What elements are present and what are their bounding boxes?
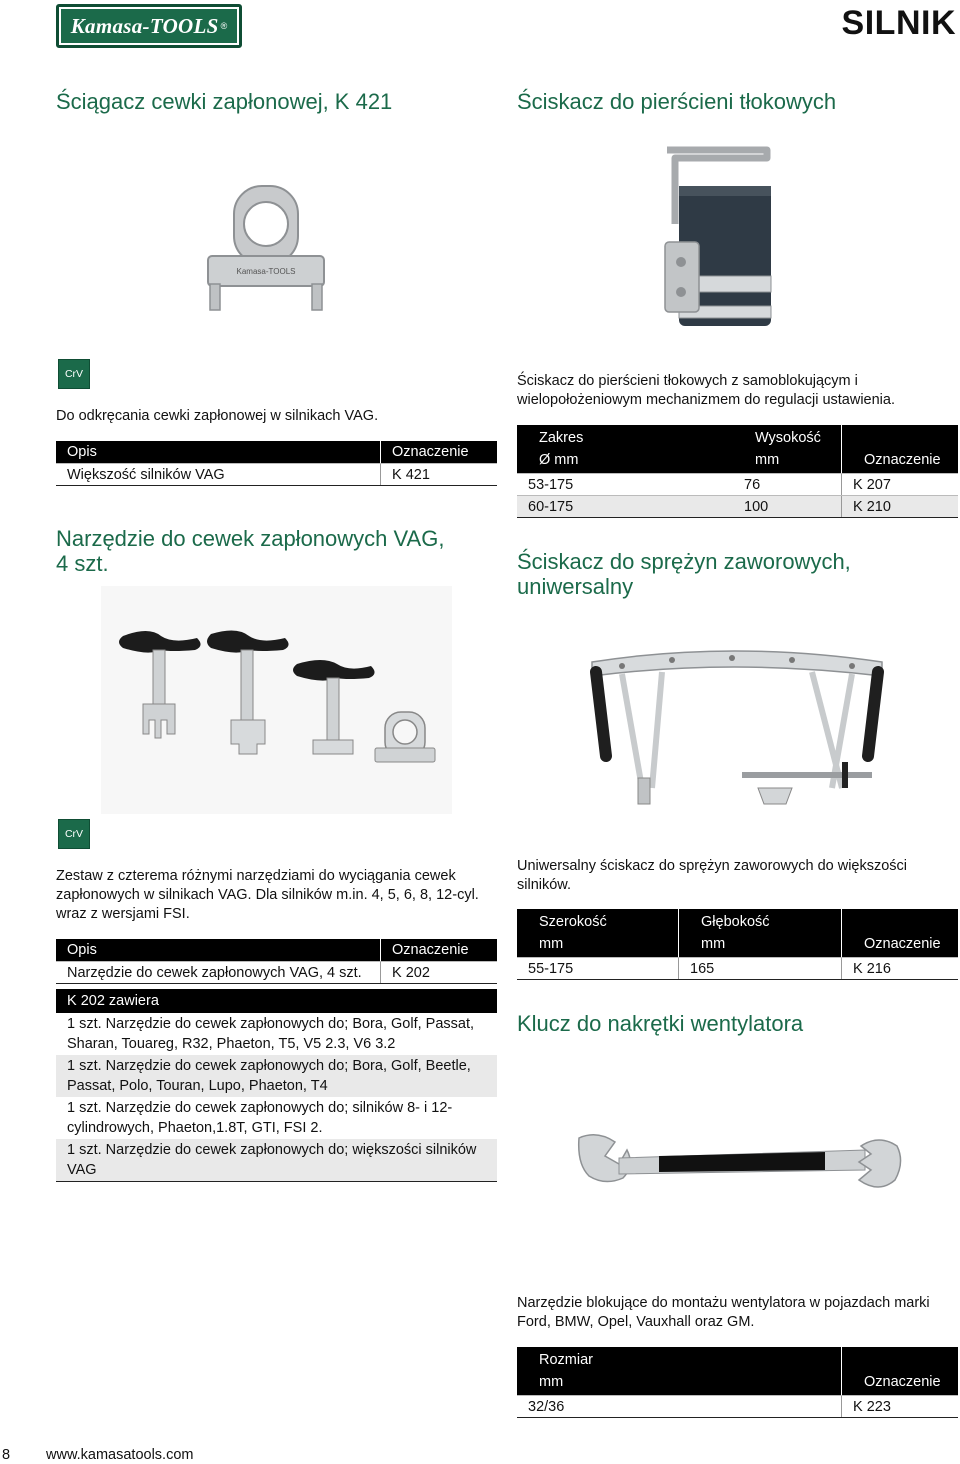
product-description-k207 xyxy=(517,372,958,410)
header-line: Szerokość xyxy=(539,914,607,930)
title-line: 4 szt. xyxy=(56,551,109,576)
description-line: Zestaw z czterema różnymi narzędziami do wyciągania cewek xyxy=(56,868,456,884)
coil-tool-set-image xyxy=(101,586,452,814)
table-cell: Narzędzie do cewek zapłonowych VAG, 4 szt. xyxy=(67,965,362,981)
header-line xyxy=(853,911,958,933)
table-cell: 53-175 xyxy=(528,477,574,493)
kit-contents-item xyxy=(56,1055,497,1097)
product-description-k216 xyxy=(517,857,958,895)
description-line: silników. xyxy=(517,877,571,893)
website-link[interactable]: www.kamasatools.com xyxy=(46,1447,194,1463)
column-header xyxy=(517,1347,841,1395)
spec-table-k421 xyxy=(56,441,497,486)
kit-contents-item xyxy=(56,1139,497,1181)
product-title-k421: Ściągacz cewki zapłonowej, K 421 xyxy=(56,89,393,114)
kit-contents-item xyxy=(56,1097,497,1139)
header-line: Rozmiar xyxy=(539,1352,593,1368)
description-line: zapłonowych w silnikach VAG. Dla silników m.in. 4, 5, 6, 8, 12-cyl. xyxy=(56,887,479,903)
column-header xyxy=(733,425,841,473)
product-title-k216 xyxy=(517,549,851,599)
column-header xyxy=(841,425,958,473)
item-line: 1 szt. Narzędzie do cewek zapłonowych do; silników 8- i 12- xyxy=(67,1100,453,1116)
description-line: wielopołożeniowym mechanizmem do regulacji ustawienia. xyxy=(517,392,895,408)
header-line: Wysokość xyxy=(755,430,821,446)
spec-table-k207 xyxy=(517,425,958,518)
table-cell: 32/36 xyxy=(528,1399,565,1415)
column-header xyxy=(678,909,841,957)
table-cell: K 202 xyxy=(380,962,497,983)
item-line: 1 szt. Narzędzie do cewek zapłonowych do; większości silników xyxy=(67,1142,477,1158)
header-line xyxy=(853,1349,958,1371)
header-line: Zakres xyxy=(539,430,584,446)
valve-spring-compressor-image xyxy=(582,638,892,814)
description-line: Narzędzie blokujące do montażu wentylatora w pojazdach marki xyxy=(517,1295,930,1311)
column-header: Opis xyxy=(67,942,97,958)
item-line: Sharan, Touareg, R32, Phaeton, T5, V5 2.3, V6 3.2 xyxy=(67,1036,396,1052)
table-row xyxy=(517,495,958,517)
header-line: Oznaczenie xyxy=(864,1374,941,1390)
registered-mark: ® xyxy=(220,21,228,31)
header-line: Ø mm xyxy=(539,452,579,468)
description-line: Ściskacz do pierścieni tłokowych z samoblokującym i xyxy=(517,373,858,389)
logo-text: Kamasa-TOOLS xyxy=(70,13,219,38)
column-header xyxy=(841,1347,958,1395)
table-header xyxy=(517,909,958,957)
product-description-k202 xyxy=(56,867,497,924)
title-line: uniwersalny xyxy=(517,574,634,599)
kit-contents-item xyxy=(56,1013,497,1055)
table-header xyxy=(56,441,497,463)
table-cell: 76 xyxy=(744,477,761,493)
page-number: 8 xyxy=(2,1447,11,1463)
brand-logo xyxy=(56,4,242,48)
table-header xyxy=(517,1347,958,1395)
spec-table-k216 xyxy=(517,909,958,980)
column-header xyxy=(517,425,733,473)
svg-text:Kamasa-TOOLS: Kamasa-TOOLS xyxy=(236,267,296,276)
header-line xyxy=(853,427,958,449)
description-line: Ford, BMW, Opel, Vauxhall oraz GM. xyxy=(517,1314,755,1330)
item-line: Passat, Polo, Touran, Lupo, Phaeton, T4 xyxy=(67,1078,328,1094)
section-title: SILNIK xyxy=(841,4,956,42)
coil-puller-image xyxy=(200,180,332,318)
table-header xyxy=(517,425,958,473)
table-cell: K 216 xyxy=(841,958,958,979)
table-header xyxy=(56,939,497,961)
table-cell: K 210 xyxy=(841,496,958,517)
product-title-k223: Klucz do nakrętki wentylatora xyxy=(517,1011,804,1036)
item-line: cylindrowych, Phaeton,1.8T, GTI, FSI 2. xyxy=(67,1120,323,1136)
kit-contents-table xyxy=(56,989,497,1182)
item-line: 1 szt. Narzędzie do cewek zapłonowych do; Bora, Golf, Passat, xyxy=(67,1016,475,1032)
table-row xyxy=(56,463,497,485)
product-title-k202 xyxy=(56,526,444,576)
fan-nut-wrench-image xyxy=(575,1128,905,1202)
product-description-k223 xyxy=(517,1294,958,1332)
crv-badge: CrV xyxy=(58,819,90,849)
header-line: Głębokość xyxy=(701,914,770,930)
table-row xyxy=(517,473,958,495)
crv-badge: CrV xyxy=(58,359,90,389)
title-line: Narzędzie do cewek zapłonowych VAG, xyxy=(56,526,445,551)
kit-contents-header: K 202 zawiera xyxy=(56,989,497,1013)
table-cell: 100 xyxy=(744,499,769,515)
table-cell: K 223 xyxy=(841,1396,958,1417)
table-cell: 55-175 xyxy=(528,961,574,977)
piston-ring-compressor-image xyxy=(655,146,779,342)
column-header: Oznaczenie xyxy=(380,441,497,463)
item-line: VAG xyxy=(67,1162,97,1178)
table-row xyxy=(56,961,497,983)
description-line: wraz z wersjami FSI. xyxy=(56,906,190,922)
item-line: 1 szt. Narzędzie do cewek zapłonowych do; Bora, Golf, Beetle, xyxy=(67,1058,471,1074)
spec-table-k223 xyxy=(517,1347,958,1418)
table-cell: K 207 xyxy=(841,474,958,495)
table-row xyxy=(517,1395,958,1417)
header-line: mm xyxy=(701,936,726,952)
header-line: mm xyxy=(539,936,564,952)
column-header: Oznaczenie xyxy=(380,939,497,961)
product-description-k421: Do odkręcania cewki zapłonowej w silnikach VAG. xyxy=(56,408,379,424)
header-line: mm xyxy=(755,452,780,468)
spec-table-k202 xyxy=(56,939,497,984)
column-header: Opis xyxy=(67,444,97,460)
table-cell: 60-175 xyxy=(528,499,574,515)
table-cell: 165 xyxy=(678,958,841,979)
table-row xyxy=(517,957,958,979)
table-cell: K 421 xyxy=(380,464,497,485)
description-line: Uniwersalny ściskacz do sprężyn zaworowych do większości xyxy=(517,858,908,874)
title-line: Ściskacz do sprężyn zaworowych, xyxy=(517,549,851,574)
product-title-k207: Ściskacz do pierścieni tłokowych xyxy=(517,89,837,114)
header-line: mm xyxy=(539,1374,564,1390)
table-cell: Większość silników VAG xyxy=(67,467,225,483)
header-line: Oznaczenie xyxy=(864,452,941,468)
column-header xyxy=(841,909,958,957)
header-line: Oznaczenie xyxy=(864,936,941,952)
column-header xyxy=(517,909,678,957)
